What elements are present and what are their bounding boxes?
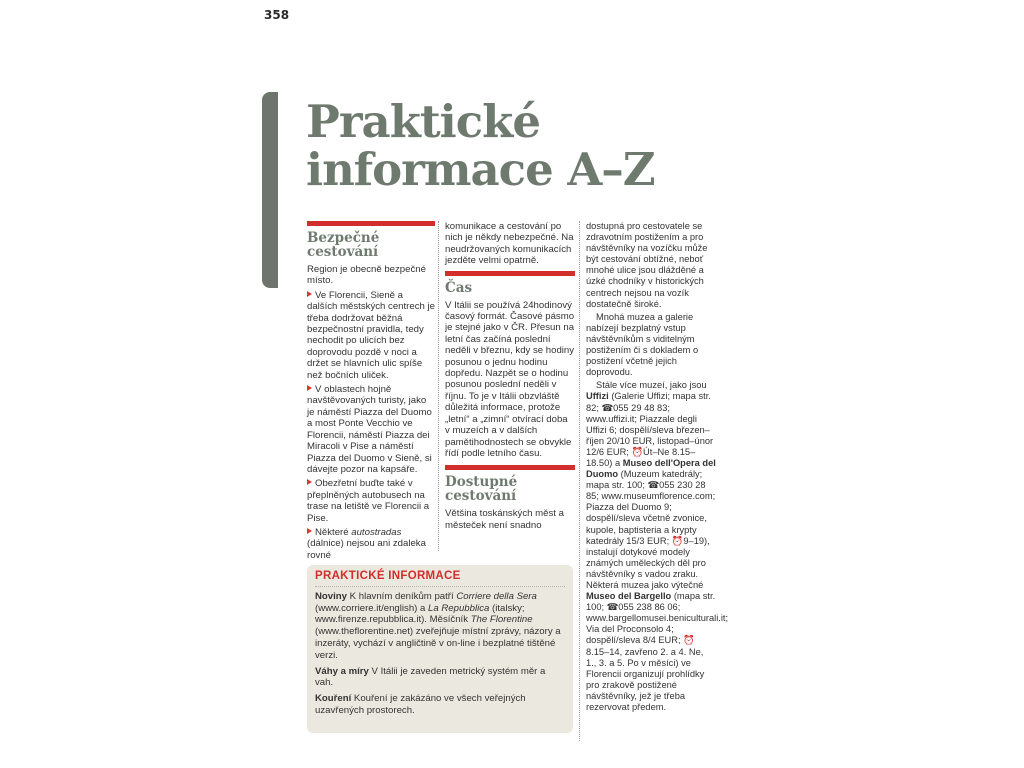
venue-bargello: Museo del Bargello	[586, 591, 672, 602]
access-paragraph-2: Mnohá muzea a galerie nabízejí bezplatný vstup návštěvníkům s viditelným postižením či s dokladem o postižení včetně jejich doprovodu.	[586, 311, 699, 378]
roads-continuation: komunikace a cestování po nich je někdy nebezpečné. Na neudržovaných komunikacích jezděte velmi opatrně.	[445, 221, 574, 267]
safety-bullet-3: Obezřetní buďte také v přeplněných autobusech na trase na letiště ve Florencii a Pise.	[307, 478, 435, 524]
page-title-line-1: Praktické	[306, 95, 540, 148]
access-paragraph-1: dostupná pro cestovatele se zdravotním postižením a pro návštěvníky na vozíčku může být cestování obtížné, neboť mnohé ulice jsou dlážděné a úzké chodníky v historických centrech nejsou na vozík dostatečně široké.	[586, 221, 708, 309]
access-text: Většina toskánských měst a městeček není snadno	[445, 508, 564, 531]
column-2	[445, 221, 575, 533]
column-divider-2	[579, 221, 580, 741]
access-paragraph-3: Stále více muzeí, jako jsou Uffizi (Galerie Uffizi; mapa str. 82; ☎055 29 48 83; www.uffizi.it; Piazzale degli Uffizi 6; dospělí/sleva březen–říjen 20/10 EUR, listopad–únor 12/6 EUR; ⏰Út–Ne 8.15–18.50) a Museo dell'Opera del Duomo (Muzeum katedrály; mapa str. 100; ☎055 230 28 85; www.museumflorence.com; Piazza del Duomo 9; dospělí/sleva včetně zvonice, kupole, baptisteria a krypty katedrály 15/3 EUR; ⏰9–19), instalují dotykové modely známých uměleckých děl pro návštěvníky s vadou zraku. Některá muzea jako výtečné Museo del Bargello (mapa str. 100; ☎055 238 86 06; www.bargellomusei.beniculturali.it; Via del Proconsolo 4; dospělí/sleva 8/4 EUR; ⏰8.15–14, zavřeno 2. a 4. Ne, 1., 3. a 5. Po v měsíci) ve Florencii organizují prohlídky pro zrakově postižené návštěvníky, jež je třeba rezervovat předem.	[586, 380, 729, 713]
page-title-line-2: informace A–Z	[306, 143, 655, 196]
heading-accessible-travel: Dostupné cestování	[445, 474, 518, 505]
chapter-tab	[262, 92, 278, 288]
time-text: V Itálii se používá 24hodinový časový formát. Časové pásmo je stejné jako v ČR. Přesun na letní čas začíná poslední neděli v březnu, kdy se hodiny posunou o jednu hodinu dopředu. Nazpět se o hodinu posunou poslední neděli v říjnu. To je v Itálii obzvláště důležitá informace, protože „letní“ a „zimní“ otvírací doba v muzeích a v dalších pamětihodnostech se obvykle řídí podle letního času.	[445, 299, 575, 459]
safety-bullet-4: Některé autostradas (dálnice) nejsou ani zdaleka rovné	[307, 527, 435, 561]
info-smoking: Kouření Kouření je zakázáno ve všech veřejných uzavřených prostorech.	[315, 693, 526, 716]
heading-time: Čas	[445, 279, 473, 296]
practical-info-box	[307, 565, 573, 733]
section-rule	[445, 465, 575, 470]
column-3	[586, 221, 729, 715]
safety-intro: Region je obecně bezpečné místo.	[307, 264, 426, 287]
heading-safe-travel: Bezpečné cestování	[307, 230, 380, 260]
info-weights-measures: Váhy a míry V Itálii je zaveden metrický systém měr a vah.	[315, 665, 546, 689]
column-1	[307, 221, 435, 563]
safety-bullet-1: Ve Florencii, Sieně a dalších městských centrech je třeba dodržovat běžná bezpečnostní pravidla, tedy nechodit po ulicích bez doprovodu pozdě v noci a držet se hlavních ulic spíše než bočních uliček.	[307, 289, 435, 381]
venue-opera-duomo: Museo dell'Opera del Duomo	[586, 457, 716, 480]
safety-bullet-2: V oblastech hojně navštěvovaných turisty, jako je náměstí Piazza del Duomo a most Ponte Vecchio ve Florencii, náměstí Piazza dei Miracoli v Pise a náměstí Piazza del Duomo v Sieně, si dávejte pozor na kapsáře.	[307, 384, 435, 475]
section-rule	[445, 271, 575, 276]
page-number: 358	[264, 8, 290, 22]
page-title	[306, 95, 655, 196]
section-rule	[307, 221, 435, 226]
info-newspapers: Noviny K hlavním deníkům patří Corriere della Sera (www.corriere.it/english) a La Repubblica (italsky; www.firenze.repubblica.it). Měsíčník The Florentine (www.theflorentine.net) zveřejňuje místní zprávy, názory a inzeráty, vychází v angličtině v on-line i bezplatné tištěné verzi.	[315, 590, 561, 661]
practical-info-heading: PRAKTICKÉ INFORMACE	[315, 571, 565, 587]
venue-uffizi: Uffizi	[586, 391, 609, 402]
column-divider-1	[438, 221, 439, 551]
